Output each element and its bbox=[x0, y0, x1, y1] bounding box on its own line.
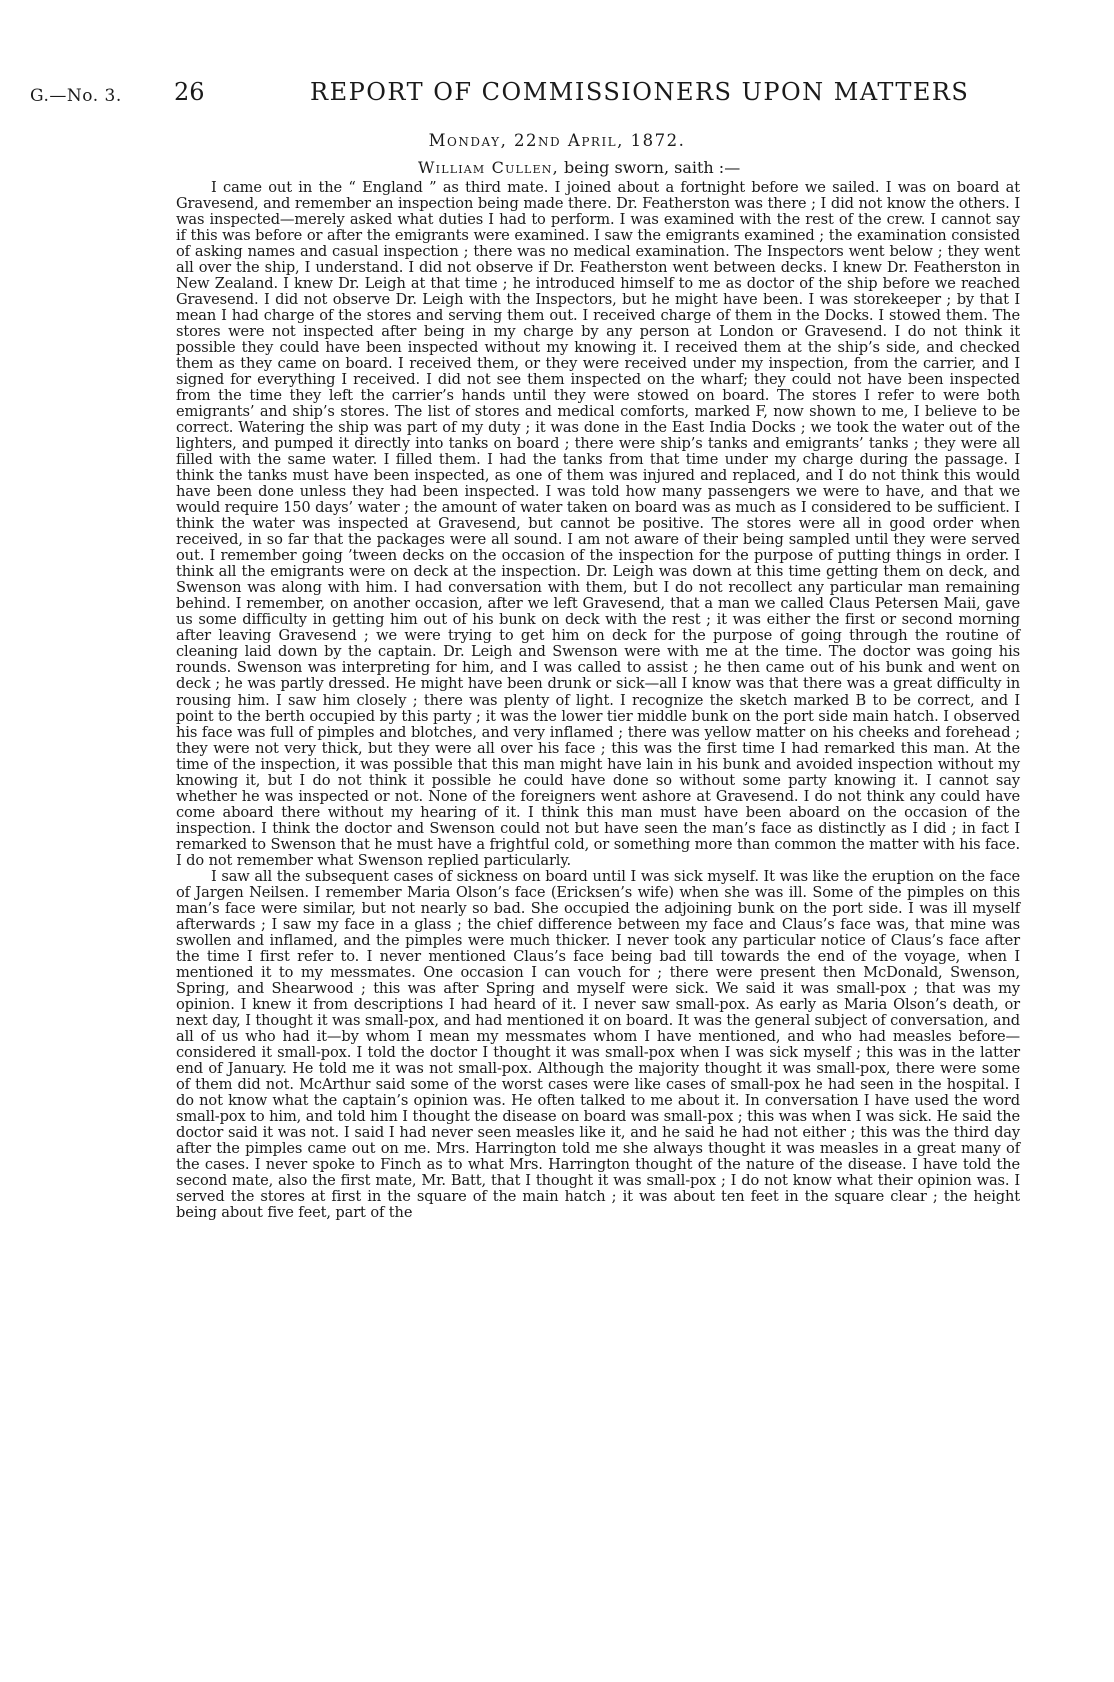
witness-oath: being sworn, saith :— bbox=[558, 158, 741, 177]
page-number: 26 bbox=[174, 78, 205, 106]
page-header bbox=[30, 78, 1030, 118]
running-title: REPORT OF COMMISSIONERS UPON MATTERS bbox=[310, 78, 970, 106]
date-line: Monday, 22nd April, 1872. bbox=[428, 131, 686, 150]
testimony-body bbox=[176, 180, 1020, 1221]
witness-name: William Cullen, bbox=[418, 158, 559, 177]
document-code: G.—No. 3. bbox=[30, 86, 122, 106]
paragraph: I came out in the “ England ” as third mate. I joined about a fortnight before we sailed. I was on board at Gravesend, and remember an inspection being made there. Dr. Featherston was there ; I did not know the others. I was inspected—merely asked what duties I had to perform. I was examined with the rest of the crew. I cannot say if this was before or after the emigrants were examined. I saw the emigrants examined ; the examination consisted of asking names and casual inspection ; there was no medical examination. The Inspectors went below ; they went all over the ship, I understand. I did not observe if Dr. Featherston went between decks. I knew Dr. Featherston in New Zealand. I knew Dr. Leigh at that time ; he introduced himself to me as doctor of the ship before we reached Gravesend. I did not observe Dr. Leigh with the Inspectors, but he might have been. I was storekeeper ; by that I mean I had charge of the stores and serving them out. I received charge of them in the Docks. I stowed them. The stores were not inspected after being in my charge by any person at London or Gravesend. I do not think it possible they could have been inspected without my knowing it. I received them at the ship’s side, and checked them as they came on board. I received them, or they were received under my inspection, from the carrier, and I signed for everything I received. I did not see them inspected on the wharf; they could not have been inspected from the time they left the carrier’s hands until they were stowed on board. The stores I refer to were both emigrants’ and ship’s stores. The list of stores and medical comforts, marked F, now shown to me, I believe to be correct. Watering the ship was part of my duty ; it was done in the East India Docks ; we took the water out of the lighters, and pumped it directly into tanks on board ; there were ship’s tanks and emigrants’ tanks ; they were all filled with the same water. I filled them. I had the tanks from that time under my charge during the passage. I think the tanks must have been inspected, as one of them was injured and replaced, and I do not think this would have been done unless they had been inspected. I was told how many passengers we were to have, and that we would require 150 days’ water ; the amount of water taken on board was as much as I considered to be sufficient. I think the water was inspected at Gravesend, but cannot be positive. The stores were all in good order when received, in so far that the packages were all sound. I am not aware of their being sampled until they were served out. I remember going ’tween decks on the occasion of the inspection for the purpose of putting things in order. I think all the emigrants were on deck at the inspection. Dr. Leigh was down at this time getting them on deck, and Swenson was along with him. I had conversation with them, but I do not recollect any particular man remaining behind. I remember, on another occasion, after we left Gravesend, that a man we called Claus Petersen Maii, gave us some difficulty in getting him out of his bunk on deck with the rest ; it was either the first or second morning after leaving Gravesend ; we were trying to get him on deck for the purpose of going through the routine of cleaning laid down by the captain. Dr. Leigh and Swenson were with me at the time. The doctor was going his rounds. Swenson was interpreting for him, and I was called to assist ; he then came out of his bunk and went on deck ; he was partly dressed. He might have been drunk or sick—all I know was that there was a great difficulty in rousing him. I saw him closely ; there was plenty of light. I recognize the sketch marked B to be correct, and I point to the berth occupied by this party ; it was the lower tier middle bunk on the port side main hatch. I observed his face was full of pimples and blotches, and very inflamed ; there was yellow matter on his cheeks and forehead ; they were not very thick, but they were all over his face ; this was the first time I had remarked this man. At the time of the inspection, it was possible that this man might have lain in his bunk and avoided inspection without my knowing it, but I do not think it possible he could have done so without some party knowing it. I cannot say whether he was inspected or not. None of the foreigners went ashore at Gravesend. I do not think any could have come aboard there without my hearing of it. I think this man must have been aboard on the occasion of the inspection. I think the doctor and Swenson could not but have seen the man’s face as distinctly as I did ; in fact I remarked to Swenson that he must have a frightful cold, or something more than common the matter with his face. I do not remember what Swenson replied particularly. bbox=[176, 179, 1020, 869]
paragraph: I saw all the subsequent cases of sickness on board until I was sick myself. It was like the eruption on the face of Jargen Neilsen. I remember Maria Olson’s face (Ericksen’s wife) when she was ill. Some of the pimples on this man’s face were similar, but not nearly so bad. She occupied the adjoining bunk on the port side. I was ill myself afterwards ; I saw my face in a glass ; the chief difference between my face and Claus’s face was, that mine was swollen and inflamed, and the pimples were much thicker. I never took any particular notice of Claus’s face after the time I first refer to. I never mentioned Claus’s face being bad till towards the end of the voyage, when I mentioned it to my messmates. One occasion I can vouch for ; there were present then McDonald, Swenson, Spring, and Shearwood ; this was after Spring and myself were sick. We said it was small-pox ; that was my opinion. I knew it from descriptions I had heard of it. I never saw small-pox. As early as Maria Olson’s death, or next day, I thought it was small-pox, and had mentioned it on board. It was the general subject of conversation, and all of us who had it—by whom I mean my messmates whom I have mentioned, and who had measles before—considered it small-pox. I told the doctor I thought it was small-pox when I was sick myself ; this was in the latter end of January. He told me it was not small-pox. Although the majority thought it was small-pox, there were some of them did not. McArthur said some of the worst cases were like cases of small-pox he had seen in the hospital. I do not know what the captain’s opinion was. He often talked to me about it. In conversation I have used the word small-pox to him, and told him I thought the disease on board was small-pox ; this was when I was sick. He said the doctor said it was not. I said I had never seen measles like it, and he said he had not either ; this was the third day after the pimples came out on me. Mrs. Harrington told me she always thought it was measles in a great many of the cases. I never spoke to Finch as to what Mrs. Harrington thought of the nature of the disease. I have told the second mate, also the first mate, Mr. Batt, that I thought it was small-pox ; I do not know what their opinion was. I served the stores at first in the square of the main hatch ; it was about ten feet in the square clear ; the height being about five feet, part of the bbox=[176, 867, 1020, 1221]
witness-line bbox=[418, 158, 740, 177]
